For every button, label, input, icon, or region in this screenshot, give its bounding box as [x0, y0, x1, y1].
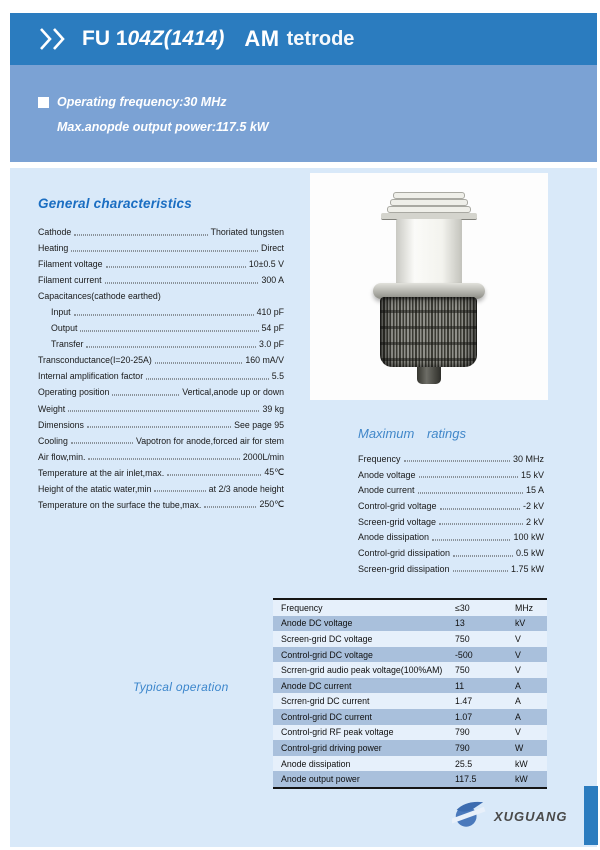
dot-leader — [154, 491, 205, 492]
spec-row — [38, 272, 284, 288]
rating-label: Anode dissipation — [358, 532, 430, 543]
rating-label: Screen-grid dissipation — [358, 563, 450, 574]
rating-row — [358, 545, 544, 561]
dot-leader — [80, 330, 258, 331]
rating-label: Anode current — [358, 485, 415, 496]
param-unit: kW — [515, 774, 528, 785]
maximum-ratings-list — [358, 451, 544, 577]
param-value: 1.07 — [455, 711, 473, 722]
spec-value: 39 kg — [262, 403, 284, 414]
rating-row — [358, 482, 544, 498]
spec-row — [38, 240, 284, 256]
spec-value: 160 mA/V — [245, 355, 284, 366]
spec-value: See page 95 — [234, 419, 284, 430]
spec-label: Height of the atatic water,min — [38, 483, 152, 494]
spec-row — [38, 336, 284, 352]
rating-value: 100 kW — [513, 532, 544, 543]
spec-row — [38, 288, 284, 304]
bullet-square-icon — [38, 97, 49, 108]
param-unit: kW — [515, 758, 528, 769]
spec-label: Filament voltage — [38, 259, 103, 270]
rating-row — [358, 561, 544, 577]
tube-type-tetrode: tetrode — [286, 27, 355, 50]
spec-row — [38, 433, 284, 449]
spec-value: at 2/3 anode height — [208, 483, 284, 494]
typical-operation-table — [273, 598, 547, 789]
spec-label: Transfer — [51, 339, 84, 350]
spec-value: 10±0.5 V — [248, 259, 284, 270]
rating-value: 1.75 kW — [510, 563, 544, 574]
manufacturer-logo — [452, 798, 567, 834]
param-name: Screen-grid DC voltage — [281, 633, 373, 644]
spec-value: 3.0 pF — [259, 339, 284, 350]
dot-leader — [105, 282, 259, 283]
operating-frequency: Operating frequency:30 MHz — [57, 95, 227, 109]
param-name: Control-grid driving power — [281, 742, 382, 753]
spec-row — [38, 304, 284, 320]
dot-leader — [418, 492, 523, 493]
param-unit: W — [515, 742, 524, 753]
spec-value: Thoriated tungsten — [210, 227, 284, 238]
content-panel — [10, 168, 597, 847]
model-number: FU 1 — [82, 27, 128, 50]
dot-leader — [419, 477, 518, 478]
table-row — [273, 678, 547, 694]
dot-leader — [439, 524, 523, 525]
spec-row — [38, 320, 284, 336]
dot-leader — [204, 507, 256, 508]
spec-row — [38, 384, 284, 400]
spec-value: Direct — [261, 243, 284, 254]
rating-value: 30 MHz — [512, 453, 544, 464]
param-unit: kV — [515, 618, 526, 629]
param-value: 750 — [455, 665, 470, 676]
spec-label: Output — [51, 323, 78, 334]
param-name: Anode DC current — [281, 680, 352, 691]
table-row — [273, 631, 547, 647]
table-row — [273, 647, 547, 663]
spec-row — [38, 256, 284, 272]
spec-value: 45℃ — [264, 467, 284, 478]
spec-label: Capacitances(cathode earthed) — [38, 291, 161, 302]
dot-leader — [74, 314, 254, 315]
tube-bottom-stub — [417, 367, 441, 384]
dot-leader — [453, 555, 513, 556]
manufacturer-name: XUGUANG — [494, 808, 568, 824]
rating-row — [358, 467, 544, 483]
dot-leader — [106, 266, 246, 267]
dot-leader — [86, 346, 256, 347]
spec-label: Weight — [38, 403, 66, 414]
rating-value: 0.5 kW — [515, 548, 544, 559]
dot-leader — [440, 508, 520, 509]
param-name: Anode dissipation — [281, 758, 351, 769]
spec-row — [38, 401, 284, 417]
param-unit: V — [515, 727, 521, 738]
general-characteristics-title: General characteristics — [38, 196, 192, 211]
banner-line-1 — [38, 95, 226, 109]
table-row — [273, 771, 547, 787]
spec-row — [38, 449, 284, 465]
spec-label: Filament current — [38, 275, 102, 286]
chevrons-icon — [38, 27, 68, 51]
xuguang-logo-icon — [452, 798, 486, 834]
dot-leader — [155, 362, 243, 363]
param-value: 790 — [455, 727, 470, 738]
table-row — [273, 709, 547, 725]
dot-leader — [87, 427, 231, 428]
param-name: Anode DC voltage — [281, 618, 353, 629]
tube-top-ring — [390, 199, 468, 206]
spec-value: 410 pF — [256, 307, 284, 318]
rating-value: 2 kV — [525, 516, 544, 527]
table-row — [273, 600, 547, 616]
rating-row — [358, 530, 544, 546]
spec-label: Internal amplification factor — [38, 371, 144, 382]
param-value: 11 — [455, 680, 465, 691]
rating-label: Frequency — [358, 453, 401, 464]
dot-leader — [88, 459, 239, 460]
param-unit: V — [515, 649, 521, 660]
spec-label: Cathode — [38, 227, 72, 238]
spec-label: Operating position — [38, 387, 110, 398]
spec-value: 300 A — [261, 275, 284, 286]
header-band — [10, 13, 597, 65]
dot-leader — [74, 234, 207, 235]
param-unit: V — [515, 665, 521, 676]
param-value: -500 — [455, 649, 473, 660]
typical-operation-title: Typical operation — [133, 680, 229, 694]
spec-label: Heating — [38, 243, 69, 254]
param-name: Anode output power — [281, 774, 360, 785]
spec-label: Temperature on the surface the tube,max. — [38, 499, 202, 510]
dot-leader — [68, 411, 259, 412]
param-name: Scrren-grid DC current — [281, 696, 370, 707]
param-unit: A — [515, 696, 521, 707]
spec-value: Vapotron for anode,forced air for stem — [136, 435, 284, 446]
rating-value: 15 A — [525, 485, 544, 496]
table-row — [273, 756, 547, 772]
dot-leader — [146, 378, 269, 379]
table-row — [273, 740, 547, 756]
tube-top-ring — [387, 206, 471, 213]
spec-label: Air flow,min. — [38, 451, 86, 462]
dot-leader — [453, 571, 508, 572]
rating-row — [358, 514, 544, 530]
dot-leader — [71, 443, 133, 444]
dot-leader — [71, 250, 258, 251]
spec-value: 5.5 — [271, 371, 284, 382]
param-value: 1.47 — [455, 696, 473, 707]
param-value: 117.5 — [455, 774, 477, 785]
dot-leader — [112, 394, 179, 395]
tube-type-am: AM — [244, 26, 280, 51]
model-number-italic: 04Z(1414) — [127, 27, 225, 50]
tube-ceramic-body — [396, 219, 462, 285]
table-row — [273, 693, 547, 709]
spec-label: Temperature at the air inlet,max. — [38, 467, 165, 478]
spec-value: 250℃ — [259, 499, 284, 510]
spec-row — [38, 224, 284, 240]
dot-leader — [167, 475, 261, 476]
spec-value: 54 pF — [261, 323, 284, 334]
spec-row — [38, 368, 284, 384]
highlight-banner — [10, 65, 597, 162]
rating-label: Control-grid dissipation — [358, 548, 451, 559]
rating-label: Anode voltage — [358, 469, 416, 480]
rating-label: Screen-grid voltage — [358, 516, 437, 527]
tube-photo — [310, 173, 548, 400]
table-row — [273, 725, 547, 741]
max-output-power: Max.anopde output power:117.5 kW — [57, 120, 269, 134]
spec-row — [38, 481, 284, 497]
dot-leader — [404, 461, 510, 462]
table-row — [273, 616, 547, 632]
spec-value: 2000L/min — [242, 451, 284, 462]
rating-value: 15 kV — [520, 469, 544, 480]
spec-row — [38, 465, 284, 481]
spec-label: Dimensions — [38, 419, 84, 430]
param-unit: A — [515, 680, 521, 691]
param-name: Frequency — [281, 602, 323, 613]
param-name: Control-grid RF peak voltage — [281, 727, 394, 738]
general-characteristics-list — [38, 224, 284, 513]
param-unit: MHz — [515, 602, 534, 613]
spec-value: Vertical,anode up or down — [182, 387, 284, 398]
spec-label: Input — [51, 307, 71, 318]
rating-value: -2 kV — [522, 501, 544, 512]
spec-label: Transconductance(I=20-25A) — [38, 355, 152, 366]
dot-leader — [432, 539, 510, 540]
param-name: Control-grid DC voltage — [281, 649, 373, 660]
table-row — [273, 662, 547, 678]
param-value: 790 — [455, 742, 470, 753]
spec-row — [38, 497, 284, 513]
spec-label: Cooling — [38, 435, 68, 446]
param-value: 13 — [455, 618, 465, 629]
tube-cooling-fins — [380, 297, 477, 367]
tube-top-ring — [393, 192, 465, 199]
param-value: 25.5 — [455, 758, 473, 769]
param-unit: V — [515, 633, 521, 644]
rating-label: Control-grid voltage — [358, 501, 437, 512]
param-name: Control-grid DC current — [281, 711, 372, 722]
param-name: Scrren-grid audio peak voltage(100%AM) — [281, 665, 443, 676]
param-unit: A — [515, 711, 521, 722]
rating-row — [358, 451, 544, 467]
rating-row — [358, 498, 544, 514]
page-edge-bar — [584, 786, 598, 845]
param-value: 750 — [455, 633, 470, 644]
spec-row — [38, 417, 284, 433]
param-value: ≤30 — [455, 602, 470, 613]
spec-row — [38, 352, 284, 368]
maximum-ratings-title: Maximum ratings — [358, 426, 466, 441]
